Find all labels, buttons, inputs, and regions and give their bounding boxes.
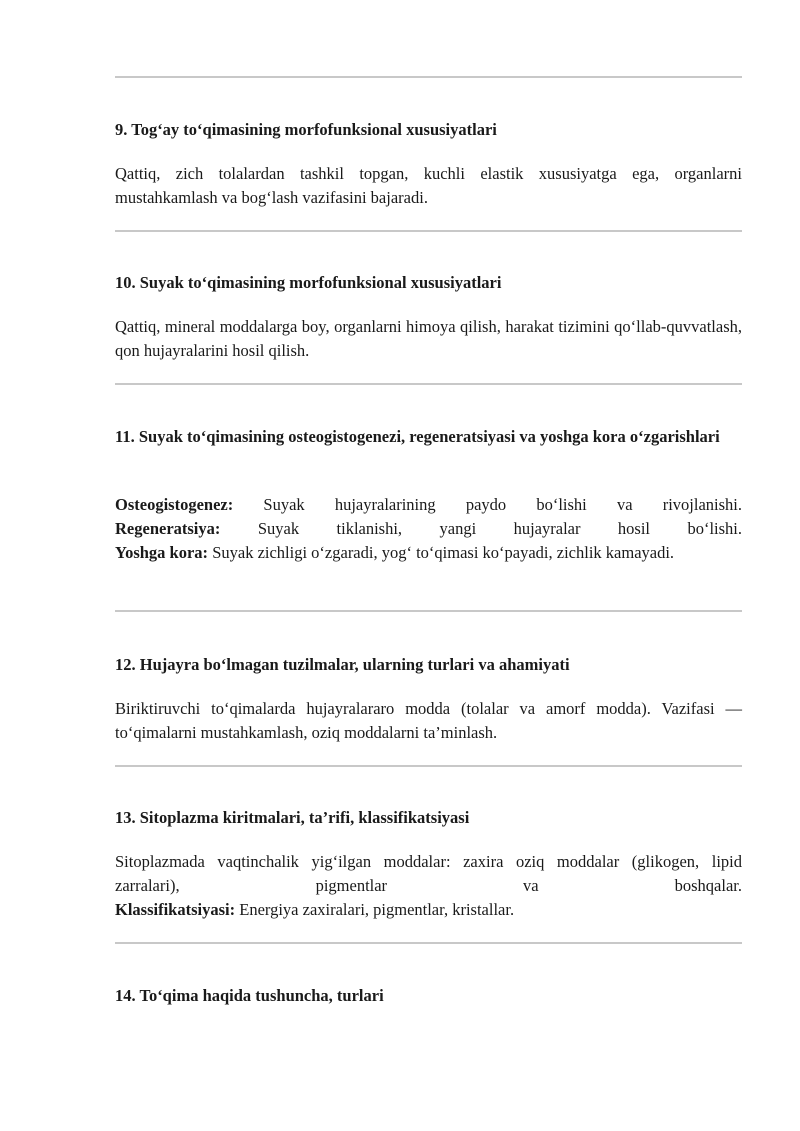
term-label: Yoshga kora: (115, 543, 209, 562)
section-heading-10: 10. Suyak to‘qimasining morfofunksional xususiyatlari (115, 273, 502, 292)
term-text: Suyak zichligi o‘zgaradi, yog‘ to‘qimasi ko‘payadi, zichlik kamayadi. (208, 543, 675, 562)
term-label: Osteogistogenez: (115, 495, 234, 514)
section-heading-12: 12. Hujayra bo‘lmagan tuzilmalar, ularning turlari va ahamiyati (115, 655, 570, 674)
section-heading-13: 13. Sitoplazma kiritmalari, ta’rifi, klassifikatsiyasi (115, 808, 470, 827)
divider (115, 610, 742, 612)
section-heading-11: 11. Suyak to‘qimasining osteogistogenezi, regeneratsiyasi va yoshga kora o‘zgarishlari (115, 427, 720, 446)
divider (115, 765, 742, 767)
definition-line (115, 898, 742, 922)
divider (115, 230, 742, 232)
term-label: Klassifikatsiyasi: (115, 900, 236, 919)
term-text: Suyak tiklanishi, yangi hujayralar hosil bo‘lishi. (220, 519, 742, 538)
intro-text: Sitoplazmada vaqtinchalik yig‘ilgan moddalar: zaxira oziq moddalar (glikogen, lipid zarralari), pigmentlar va boshqalar. (115, 852, 742, 895)
definition-line (115, 493, 742, 517)
section-body-10: Qattiq, mineral moddalarga boy, organlarni himoya qilish, harakat tizimini qo‘llab-quvvatlash, qon hujayralarini hosil qilish. (115, 317, 742, 360)
section-body-12: Biriktiruvchi to‘qimalarda hujayralararo modda (tolalar va amorf modda). Vazifasi — to‘qimalarni mustahkamlash, oziq moddalarni ta’minlash. (115, 699, 742, 742)
section-heading-9: 9. Tog‘ay to‘qimasining morfofunksional xususiyatlari (115, 120, 497, 139)
term-label: Regeneratsiya: (115, 519, 221, 538)
divider (115, 383, 742, 385)
section-heading-14: 14. To‘qima haqida tushuncha, turlari (115, 986, 384, 1005)
definition-line (115, 541, 742, 565)
term-text: Energiya zaxiralari, pigmentlar, kristallar. (235, 900, 515, 919)
divider (115, 942, 742, 944)
divider (115, 76, 742, 78)
section-body-13 (115, 850, 742, 922)
section-body-11 (115, 493, 742, 565)
section-body-9: Qattiq, zich tolalardan tashkil topgan, kuchli elastik xususiyatga ega, organlarni mustahkamlash va bog‘lash vazifasini bajaradi. (115, 164, 742, 207)
term-text: Suyak hujayralarining paydo bo‘lishi va rivojlanishi. (233, 495, 742, 514)
definition-line (115, 517, 742, 541)
